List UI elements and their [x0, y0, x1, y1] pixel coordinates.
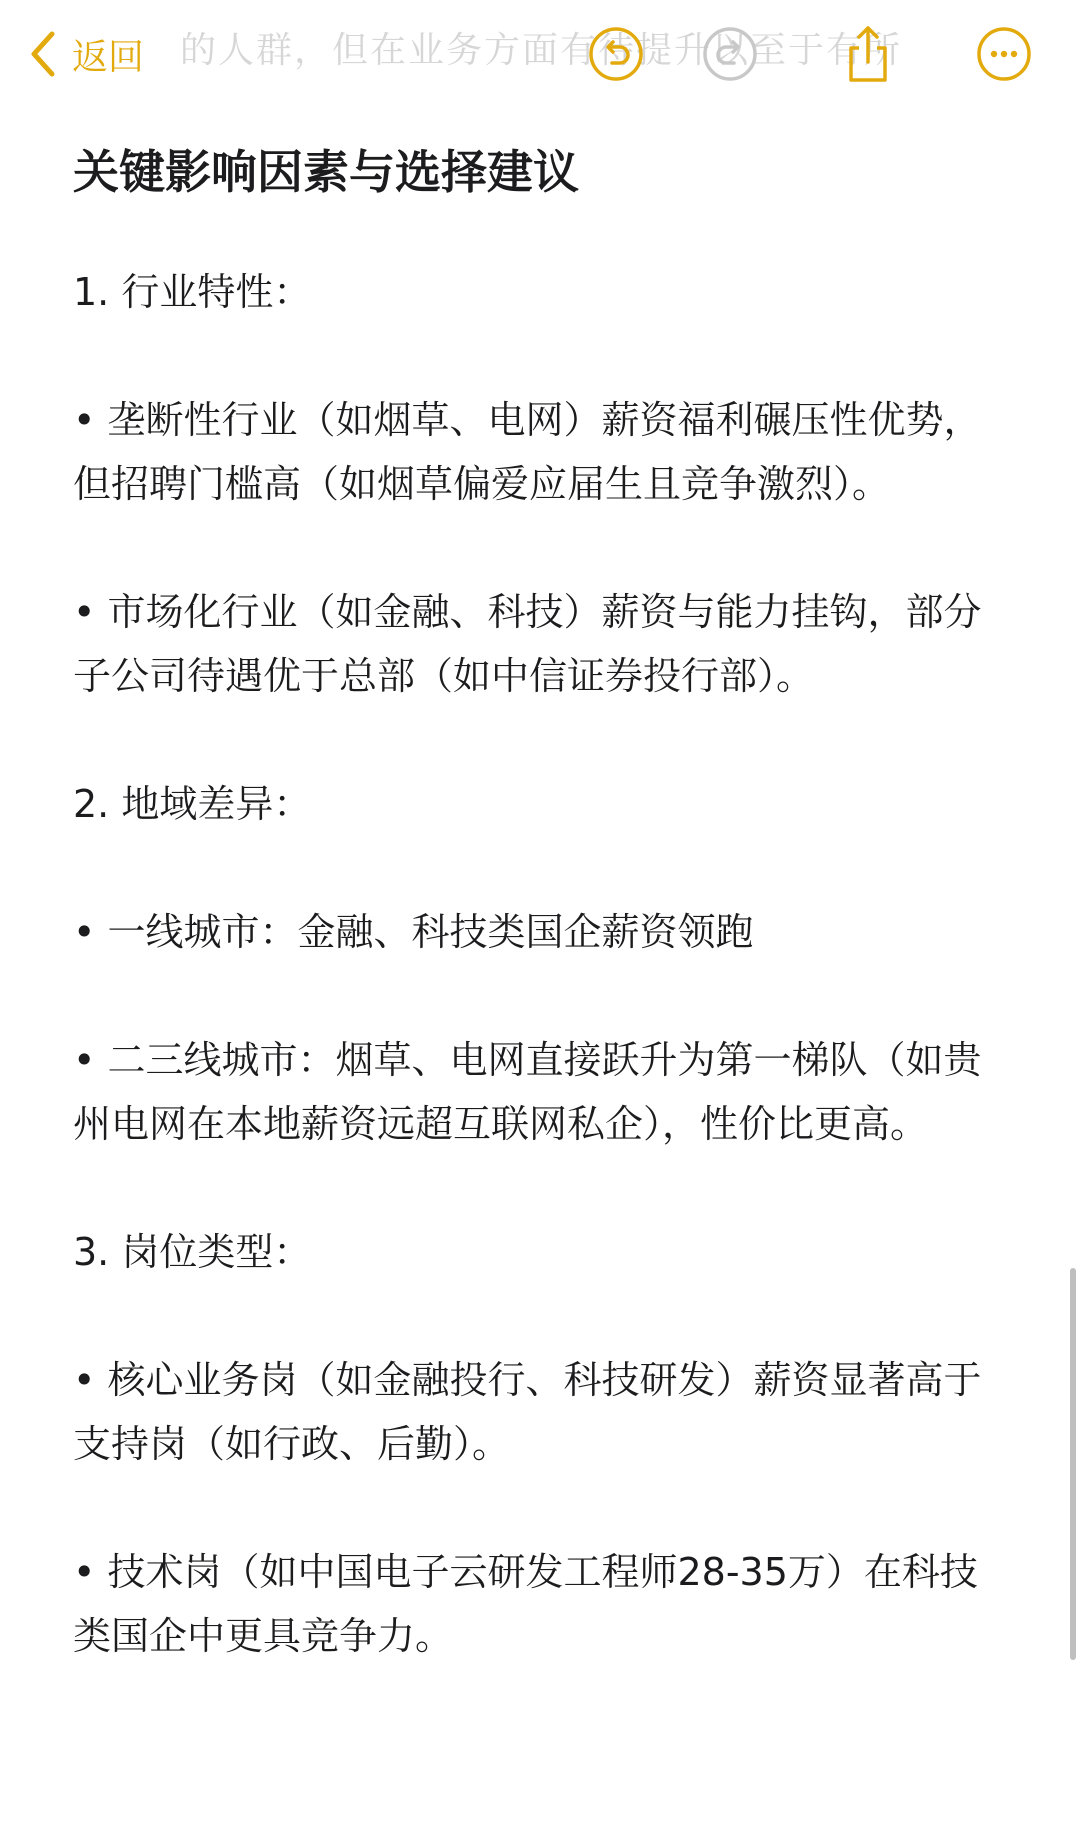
vertical-scrollbar[interactable]: [1070, 1268, 1076, 1660]
bullet-market-industries: • 市场化行业（如金融、科技）薪资与能力挂钩，部分子公司待遇优于总部（如中信证券投行部）。: [73, 590, 982, 698]
bullet-core-business-roles: • 核心业务岗（如金融投行、科技研发）薪资显著高于支持岗（如行政、后勤）。: [73, 1358, 982, 1466]
note-title: 关键影响因素与选择建议: [73, 145, 579, 199]
back-button[interactable]: [28, 22, 144, 86]
section-heading-region: 2. 地域差异：: [73, 782, 312, 826]
note-body[interactable]: [73, 140, 1013, 1732]
top-toolbar: [0, 0, 1080, 110]
undo-button[interactable]: [584, 22, 648, 86]
bullet-tier1-cities: • 一线城市：金融、科技类国企薪资领跑: [73, 910, 754, 954]
undo-icon: [588, 26, 644, 82]
bullet-monopoly-industries: • 垄断性行业（如烟草、电网）薪资福利碾压性优势，但招聘门槛高（如烟草偏爱应届生且竞争激烈）。: [73, 398, 982, 506]
back-chevron-icon: [28, 30, 58, 78]
back-label: 返回: [72, 36, 145, 78]
share-button[interactable]: [836, 22, 900, 86]
more-icon: [976, 26, 1032, 82]
redo-icon: [702, 26, 758, 82]
section-heading-position: 3. 岗位类型：: [73, 1230, 312, 1274]
more-options-button[interactable]: [972, 22, 1036, 86]
share-icon: [842, 24, 894, 84]
bullet-technical-roles: • 技术岗（如中国电子云研发工程师28-35万）在科技类国企中更具竞争力。: [73, 1550, 978, 1658]
bullet-tier23-cities: • 二三线城市：烟草、电网直接跃升为第一梯队（如贵州电网在本地薪资远超互联网私企），性价比更高。: [73, 1038, 982, 1146]
redo-button[interactable]: [698, 22, 762, 86]
section-heading-industry: 1. 行业特性：: [73, 270, 312, 314]
scrolled-text-ghost: 的人群，但在业务方面有待提升以至于有所: [180, 30, 903, 71]
